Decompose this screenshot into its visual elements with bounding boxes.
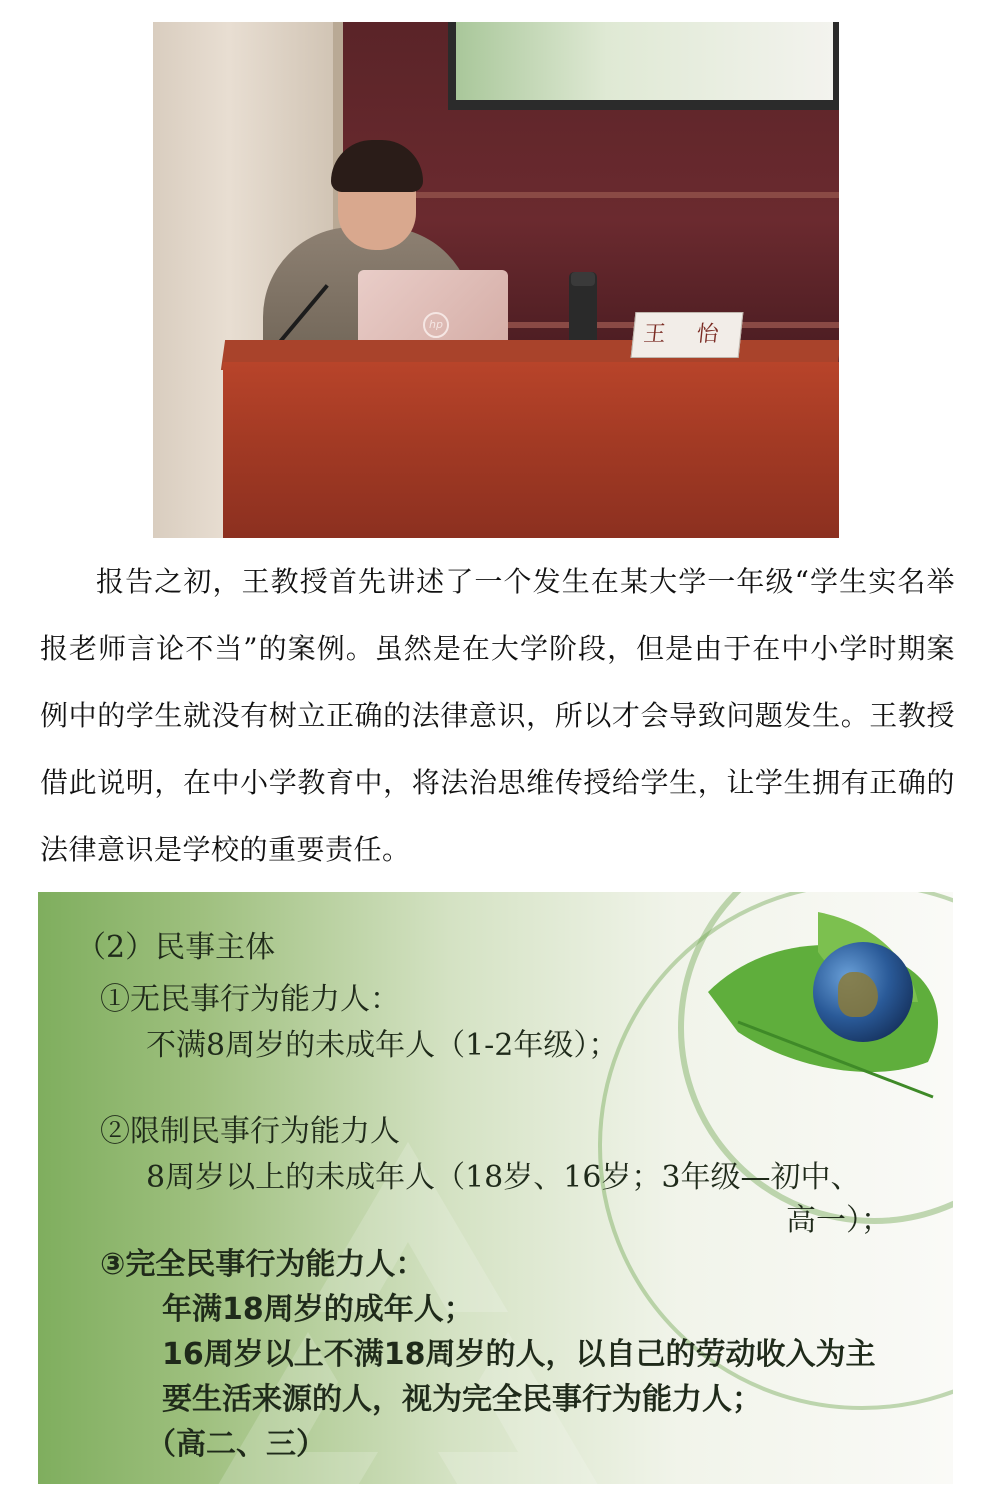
slide-heading: （2）民事主体 <box>76 930 276 965</box>
nameplate: 王 怡 <box>631 312 744 358</box>
item3-title: ③完全民事行为能力人： <box>100 1247 426 1282</box>
speaker-photo <box>153 22 839 538</box>
bottle-cap <box>571 272 595 286</box>
article-paragraph <box>40 548 955 883</box>
item2-desc-cont: 高一）； <box>786 1203 891 1238</box>
item1-title: ①无民事行为能力人： <box>100 982 400 1017</box>
laptop-logo: hp <box>423 312 449 338</box>
panel-trim <box>413 192 839 198</box>
item3-desc-3: 要生活来源的人，视为完全民事行为能力人； <box>162 1382 762 1417</box>
globe-landmass <box>838 972 878 1017</box>
item3-desc-1: 年满18周岁的成年人； <box>162 1292 474 1327</box>
projection-screen <box>448 22 839 110</box>
item2-title: ②限制民事行为能力人 <box>100 1114 400 1149</box>
paragraph-text: 报告之初，王教授首先讲述了一个发生在某大学一年级“学生实名举报老师言论不当”的案例。虽然是在大学阶段，但是由于在中小学时期案例中的学生就没有树立正确的法律意识，所以才会导致问题发生。王教授借此说明，在中小学教育中，将法治思维传授给学生，让学生拥有正确的法律意识是学校的重要责任。 <box>40 565 955 866</box>
item3-desc-4: （高二、三） <box>146 1427 326 1462</box>
desk-front <box>223 362 839 538</box>
item3-desc-2: 16周岁以上不满18周岁的人，以自己的劳动收入为主 <box>162 1337 876 1372</box>
item1-desc: 不满8周岁的未成年人（1-2年级）； <box>146 1028 619 1063</box>
lecture-slide <box>38 892 953 1484</box>
item2-desc: 8周岁以上的未成年人（18岁、16岁；3年级—初中、 <box>146 1160 861 1195</box>
